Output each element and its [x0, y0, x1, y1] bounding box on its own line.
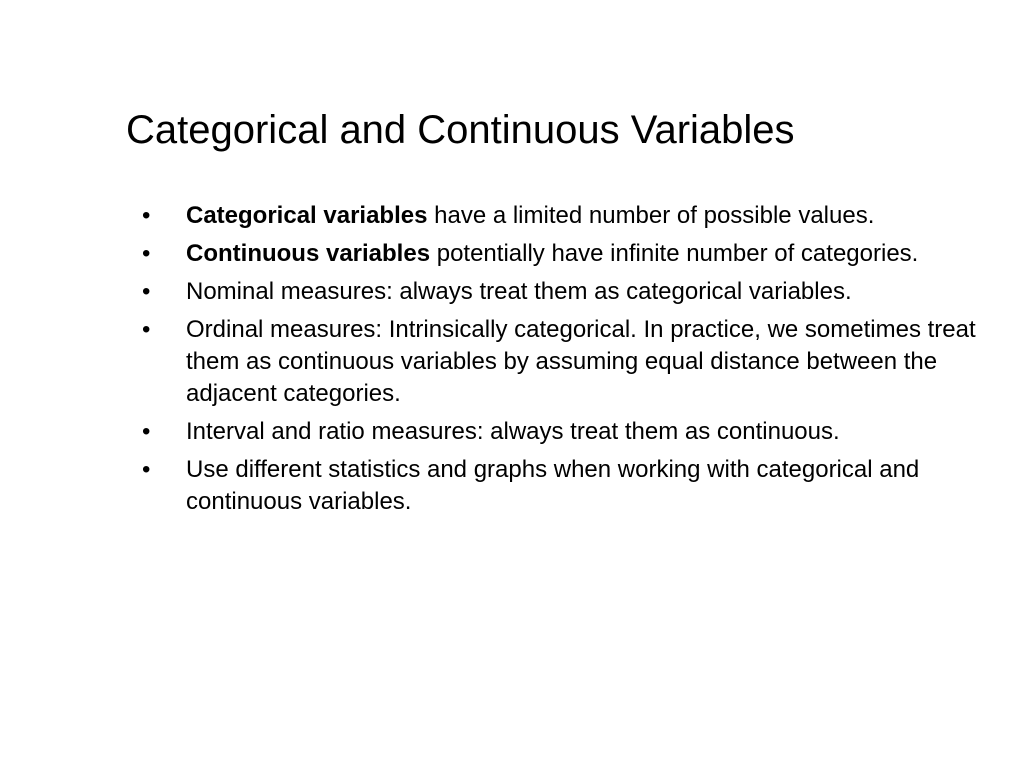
bullet-body: potentially have infinite number of categories. [430, 240, 919, 267]
bullet-item [140, 314, 980, 410]
bullet-body: Ordinal measures: Intrinsically categorical. In practice, we sometimes treat them as continuous variables by assuming equal distance between the adjacent categories. [186, 316, 976, 407]
bullet-item [140, 200, 980, 232]
bullet-item [140, 454, 980, 518]
bullet-marker: • [142, 316, 151, 343]
bullet-item [140, 276, 980, 308]
bullet-text [186, 202, 874, 229]
bullet-body: Nominal measures: always treat them as categorical variables. [186, 278, 852, 305]
bullet-text [186, 240, 918, 267]
bullet-body: have a limited number of possible values. [427, 202, 875, 229]
bullet-text [186, 278, 852, 305]
bullet-marker: • [142, 202, 151, 229]
bullet-item [140, 238, 980, 270]
bullet-body: Use different statistics and graphs when working with categorical and continuous variables. [186, 456, 920, 515]
bullet-item [140, 416, 980, 448]
bullet-bold-term: Categorical variables [186, 202, 428, 229]
bullet-marker: • [142, 278, 151, 305]
bullet-marker: • [142, 418, 151, 445]
slide-title: Categorical and Continuous Variables [126, 108, 795, 152]
bullet-text [186, 456, 919, 515]
bullet-list [140, 200, 980, 524]
bullet-body: Interval and ratio measures: always treat them as continuous. [186, 418, 840, 445]
bullet-bold-term: Continuous variables [186, 240, 431, 267]
bullet-marker: • [142, 240, 151, 267]
bullet-marker: • [142, 456, 151, 483]
bullet-text [186, 316, 976, 407]
bullet-text [186, 418, 840, 445]
